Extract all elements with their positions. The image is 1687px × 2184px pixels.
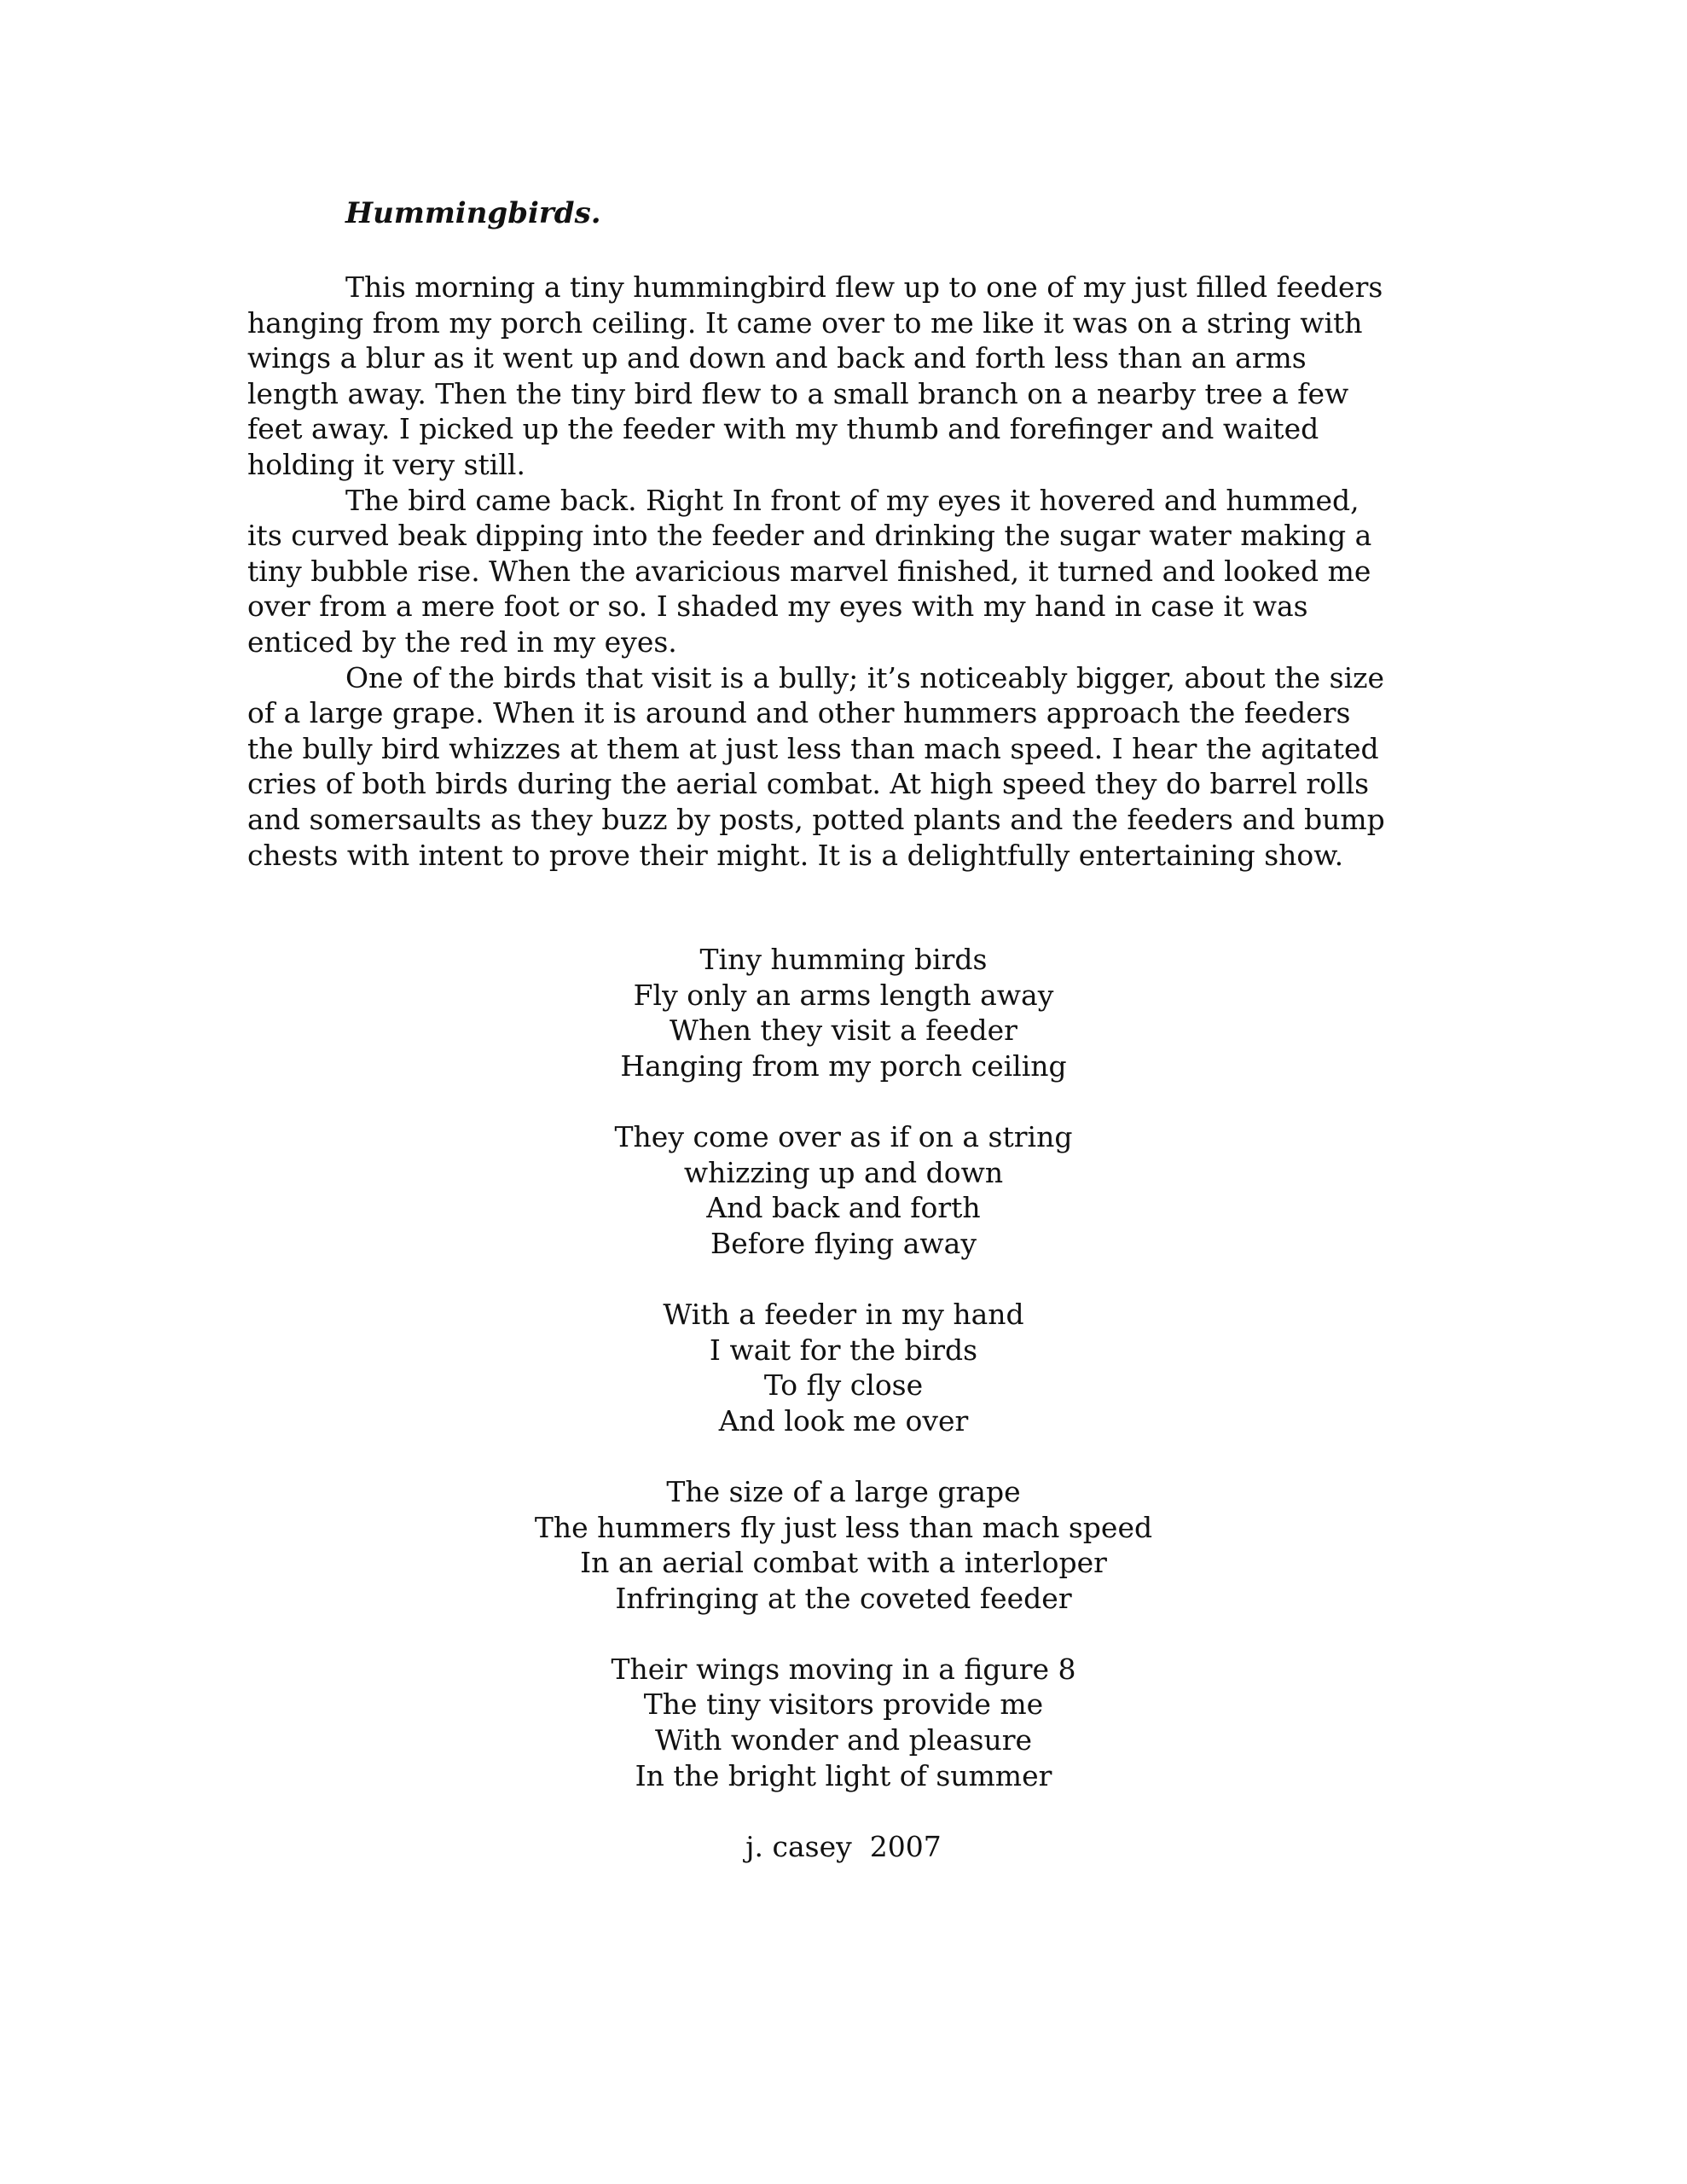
poem-line: To fly close xyxy=(763,1368,924,1403)
paragraph-line: of a large grape. When it is around and other hummers approach the feeders xyxy=(247,696,1351,730)
paragraph-line: tiny bubble rise. When the avaricious marvel finished, it turned and looked me xyxy=(247,554,1371,588)
poem-line: I wait for the birds xyxy=(709,1333,978,1367)
paragraph-line: and somersaults as they buzz by posts, potted plants and the feeders and bump xyxy=(247,802,1385,836)
poem-stanza-3 xyxy=(0,1297,1687,1438)
poem-line: The tiny visitors provide me xyxy=(643,1687,1044,1722)
paragraph-line: enticed by the red in my eyes. xyxy=(247,624,677,659)
poem-line: Hanging from my porch ceiling xyxy=(620,1048,1067,1083)
poem-stanza-4 xyxy=(0,1474,1687,1616)
poem-stanza-1 xyxy=(0,942,1687,1083)
poem-line: With a feeder in my hand xyxy=(663,1297,1024,1331)
paragraph-1 xyxy=(247,270,1458,483)
paragraph-line: its curved beak dipping into the feeder and drinking the sugar water making a xyxy=(247,519,1372,553)
paragraph-line: the bully bird whizzes at them at just less than mach speed. I hear the agitated xyxy=(247,731,1379,765)
paragraph-line: over from a mere foot or so. I shaded my eyes with my hand in case it was xyxy=(247,590,1308,624)
poem-line: Fly only an arms length away xyxy=(633,978,1054,1012)
paragraph-line: feet away. I picked up the feeder with my thumb and forefinger and waited xyxy=(247,412,1319,446)
paragraph-line: hanging from my porch ceiling. It came over to me like it was on a string with xyxy=(247,305,1363,340)
poem-line: In the bright light of summer xyxy=(635,1758,1052,1792)
poem-line: Before flying away xyxy=(710,1226,977,1260)
poem-line: whizzing up and down xyxy=(683,1155,1004,1189)
poem-line: They come over as if on a string xyxy=(614,1119,1073,1153)
poem-line: In an aerial combat with a interloper xyxy=(580,1546,1107,1580)
poem-line: And look me over xyxy=(718,1403,969,1438)
poem-line: Infringing at the coveted feeder xyxy=(615,1581,1072,1615)
paragraph-line: cries of both birds during the aerial combat. At high speed they do barrel rolls xyxy=(247,767,1370,801)
paragraph-3 xyxy=(247,660,1458,874)
poem-line: Their wings moving in a figure 8 xyxy=(611,1652,1076,1686)
paragraph-line: This morning a tiny hummingbird flew up to one of my just filled feeders xyxy=(345,270,1383,304)
paragraph-line: wings a blur as it went up and down and back and forth less than an arms xyxy=(247,341,1307,375)
poem-stanza-2 xyxy=(0,1119,1687,1261)
paragraph-line: The bird came back. Right In front of my eyes it hovered and hummed, xyxy=(345,483,1359,517)
poem-line: When they visit a feeder xyxy=(670,1014,1017,1048)
paragraph-2 xyxy=(247,483,1458,660)
poem-stanza-5 xyxy=(0,1652,1687,1793)
poem-line: The size of a large grape xyxy=(666,1474,1021,1508)
prose-body xyxy=(247,270,1458,873)
poem-line: And back and forth xyxy=(706,1191,981,1225)
poem-line: Tiny humming birds xyxy=(699,943,988,976)
paragraph-line: length away. Then the tiny bird flew to a small branch on a nearby tree a few xyxy=(247,376,1349,410)
paragraph-line: One of the birds that visit is a bully; it’s noticeably bigger, about the size xyxy=(345,660,1385,694)
paragraph-line: chests with intent to prove their might. It is a delightfully entertaining show. xyxy=(247,838,1344,872)
poem-line: With wonder and pleasure xyxy=(654,1723,1033,1757)
poem-line: The hummers fly just less than mach speed xyxy=(534,1510,1153,1544)
document-title: Hummingbirds. xyxy=(345,196,601,230)
author-signature: j. casey 2007 xyxy=(745,1830,942,1863)
paragraph-line: holding it very still. xyxy=(247,447,525,481)
poem xyxy=(0,942,1687,1829)
